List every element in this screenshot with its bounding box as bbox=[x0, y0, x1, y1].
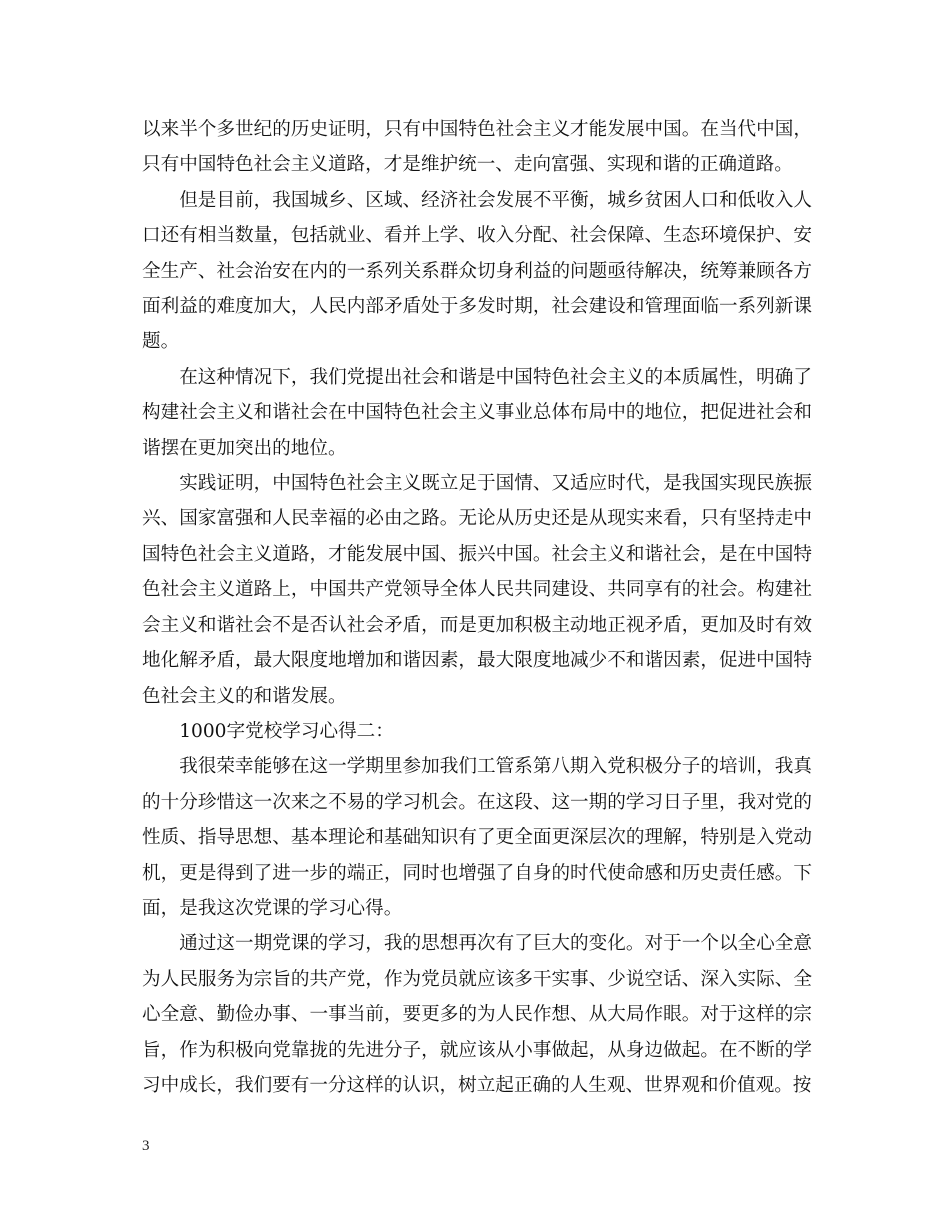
section-heading: 1000字党校学习心得二： bbox=[179, 720, 394, 742]
paragraph: 我很荣幸能够在这一学期里参加我们工管系第八期入党积极分子的培训，我真的十分珍惜这一次来之不易的学习机会。在这段、这一期的学习日子里，我对党的性质、指导思想、基本理论和基础知识有了更全面更深层次的理解，特别是入党动机，更是得到了进一步的端正，同时也增强了自身的时代使命感和历史责任感。下面，是我这次党课的学习心得。 bbox=[142, 756, 812, 919]
paragraph: 通过这一期党课的学习，我的思想再次有了巨大的变化。对于一个以全心全意为人民服务为宗旨的共产党，作为党员就应该多干实事、少说空话、深入实际、全心全意、勤俭办事、一事当前，要更多的为人民作想、从大局作眼。对于这样的宗旨，作为积极向党靠拢的先进分子，就应该从小事做起，从身边做起。在不断的学习中成长，我们要有一分这样的认识，树立起正确的人生观、世界观和价值观。按 bbox=[142, 933, 812, 1096]
paragraph: 但是目前，我国城乡、区域、经济社会发展不平衡，城乡贫困人口和低收入人口还有相当数量，包括就业、看并上学、收入分配、社会保障、生态环境保护、安全生产、社会治安在内的一系列关系群众切身利益的问题亟待解决，统筹兼顾各方面利益的难度加大，人民内部矛盾处于多发时期，社会建设和管理面临一系列新课题。 bbox=[142, 189, 812, 353]
paragraph: 在这种情况下，我们党提出社会和谐是中国特色社会主义的本质属性，明确了构建社会主义和谐社会在中国特色社会主义事业总体布局中的地位，把促进社会和谐摆在更加突出的地位。 bbox=[142, 366, 812, 459]
document-body bbox=[142, 112, 812, 1103]
paragraph: 以来半个多世纪的历史证明，只有中国特色社会主义才能发展中国。在当代中国，只有中国特色社会主义道路，才是维护统一、走向富强、实现和谐的正确道路。 bbox=[142, 119, 812, 176]
paragraph: 实践证明，中国特色社会主义既立足于国情、又适应时代，是我国实现民族振兴、国家富强和人民幸福的必由之路。无论从历史还是从现实来看，只有坚持走中国特色社会主义道路，才能发展中国、振兴中国。社会主义和谐社会，是在中国特色社会主义道路上，中国共产党领导全体人民共同建设、共同享有的社会。构建社会主义和谐社会不是否认社会矛盾，而是更加积极主动地正视矛盾，更加及时有效地化解矛盾，最大限度地增加和谐因素，最大限度地减少不和谐因素，促进中国特色社会主义的和谐发展。 bbox=[142, 473, 812, 707]
page-number: 3 bbox=[142, 1138, 150, 1154]
